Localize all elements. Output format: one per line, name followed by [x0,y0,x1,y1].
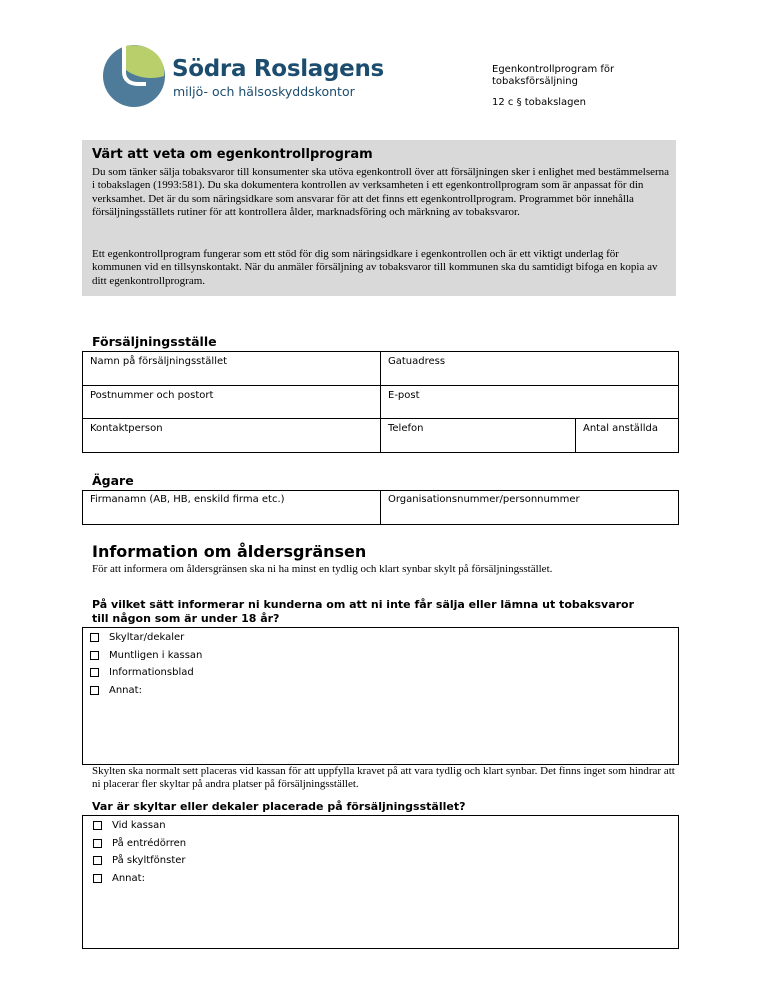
checkbox[interactable] [90,668,99,677]
checkbox-label: Skyltar/dekaler [109,632,185,643]
checkbox[interactable] [93,821,102,830]
phone-field[interactable]: Telefon [388,423,424,434]
employees-field[interactable]: Antal anställda [583,423,658,434]
inform-method-option[interactable] [90,650,202,661]
checkbox[interactable] [90,633,99,642]
sales-point-heading: Försäljningsställe [92,334,217,349]
age-info-heading: Information om åldersgränsen [92,542,367,561]
placement-options-box [82,815,679,949]
checkbox-label: Informationsblad [109,667,194,678]
postal-code-field[interactable]: Postnummer och postort [90,390,214,401]
owner-heading: Ägare [92,473,134,488]
checkbox-label: Vid kassan [112,820,166,831]
street-address-field[interactable]: Gatuadress [388,356,446,367]
checkbox[interactable] [93,856,102,865]
sign-location-option[interactable] [93,820,166,831]
logo-subtitle: miljö- och hälsoskyddskontor [173,84,355,99]
sign-location-option[interactable] [93,855,186,866]
sign-placement-note: Skylten ska normalt sett placeras vid kassan för att uppfylla kravet på att vara tydlig och klart synbar. Det finns inget som hindrar att ni placerar fler skyltar på andra platser på försäljningsstället. [92,765,675,791]
company-name-field[interactable]: Firmanamn (AB, HB, enskild firma etc.) [90,494,285,505]
inform-method-option[interactable] [90,632,184,643]
document-title: Egenkontrollprogram för tobaksförsäljning [492,64,615,87]
checkbox[interactable] [93,839,102,848]
checkbox-label: Annat: [112,872,145,884]
document-law-reference: 12 c § tobakslagen [492,97,587,108]
inform-method-option[interactable] [90,685,142,696]
info-paragraph-2: Ett egenkontrollprogram fungerar som ett stöd för dig som näringsidkare i egenkontrollen och är ett viktigt underlag för kommunen vid en tillsynskontakt. När du anmäler försäljning av tobaksvaror till kommunen ska du samtidigt bifoga en kopia av ditt egenkontrollprogram. [92,248,658,287]
age-info-intro: För att informera om åldersgränsen ska ni ha minst en tydlig och klart synbar skylt på försäljningsstället. [92,563,553,575]
checkbox-label: Muntligen i kassan [109,649,203,661]
checkbox-label: På entrédörren [112,837,187,849]
question-inform-customers: På vilket sätt informerar ni kunderna om att ni inte får sälja eller lämna ut tobaksvaror till någon som är under 18 år? [92,598,635,625]
checkbox-label: Annat: [109,684,142,696]
municipality-logo [102,42,166,108]
inform-method-option[interactable] [90,667,194,678]
logo-name: Södra Roslagens [172,56,384,82]
checkbox[interactable] [90,686,99,695]
org-number-field[interactable]: Organisationsnummer/personnummer [388,494,580,505]
store-name-field[interactable]: Namn på försäljningsstället [90,356,228,367]
checkbox[interactable] [90,651,99,660]
sign-location-option[interactable] [93,838,186,849]
info-paragraph-1: Du som tänker sälja tobaksvaror till konsumenter ska utöva egenkontroll över att försäljningen sker i enlighet med bestämmelserna i tobakslagen (1993:581). Du ska dokumentera kontrollen av verksamheten i ett egenkontrollprogram som är anpassat för din verksamhet. Det är du som näringsidkare som ansvarar för att det finns ett egenkontrollprogram. Programmet bör innehålla försäljningsställets rutiner för att kontrollera ålder, marknadsföring och märkning av tobaksvaror. [92,166,670,218]
question-sign-placement: Var är skyltar eller dekaler placerade på försäljningsstället? [92,800,466,813]
contact-person-field[interactable]: Kontaktperson [90,423,163,434]
checkbox[interactable] [93,874,102,883]
inform-options-box [82,627,679,765]
checkbox-label: På skyltfönster [112,855,186,866]
email-field[interactable]: E-post [388,390,420,401]
sign-location-option[interactable] [93,873,145,884]
info-heading: Värt att veta om egenkontrollprogram [92,147,373,162]
